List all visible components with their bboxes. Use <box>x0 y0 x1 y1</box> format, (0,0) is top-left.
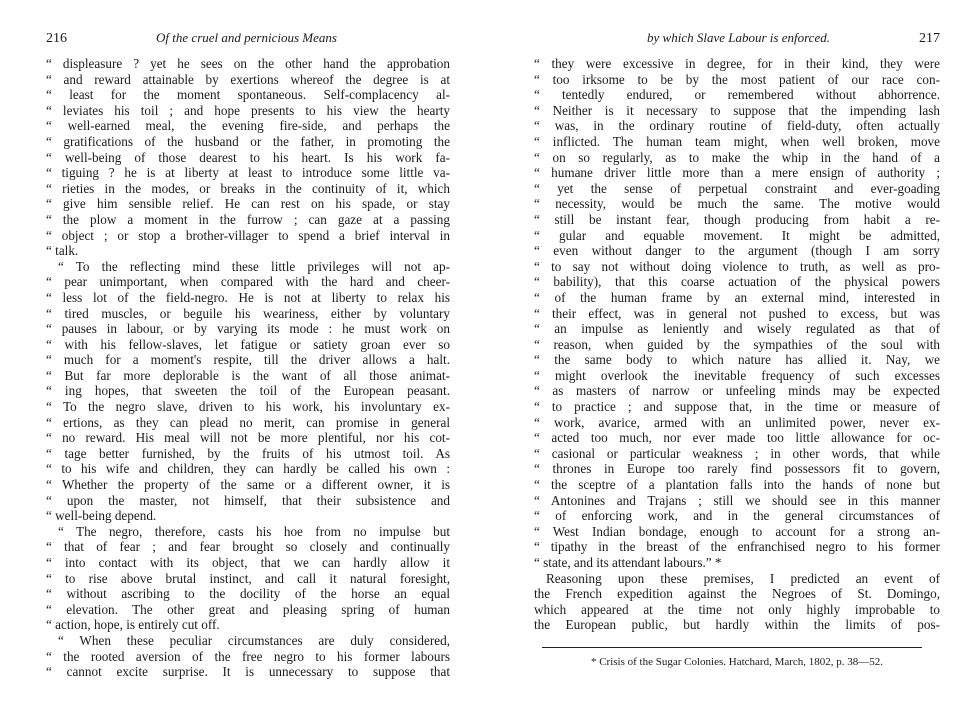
text-line: “ well-being depend. <box>46 508 157 524</box>
text-line: “ the same body to which nature has allied it. Nay, we <box>534 352 940 368</box>
text-line: “ inflicted. The human team might, when well broken, move <box>534 133 940 149</box>
text-line: “ But far more deplorable is the want of all those animat- <box>46 367 450 383</box>
text-line: “ too irksome to be by the most patient of our race con- <box>534 71 940 87</box>
text-line: “ thrones in Europe too rarely find possessors fit to govern, <box>534 461 940 477</box>
text-line: “ West Indian bondage, enough to account for a strong an- <box>534 523 940 539</box>
text-line: “ pauses in labour, or by varying its mode : he must work on <box>46 321 450 337</box>
text-line: “ to practice ; and suppose that, in the time or measure of <box>534 399 940 415</box>
text-line: “ Antonines and Trajans ; still we should see in this manner <box>534 492 940 508</box>
text-line: “ to say not without doing violence to truth, as well as pro- <box>534 258 940 274</box>
right-body-text <box>534 56 940 633</box>
text-line: “ yet the sense of perpetual constraint and ever-goading <box>534 180 940 196</box>
text-line: “ state, and its attendant labours.” * <box>534 555 722 570</box>
text-line: “ the plow a moment in the furrow ; can gaze at a passing <box>46 211 450 227</box>
footnote: * Crisis of the Sugar Colonies. Hatchard, March, 1802, p. 38—52. <box>590 655 884 668</box>
left-running-head <box>46 30 450 50</box>
text-line: “ tiguing ? he is at liberty at least to introduce some little va- <box>46 165 450 181</box>
text-line: “ even without danger to the argument (though I am sorry <box>534 243 940 259</box>
text-line: “ casional or particular weakness ; in other words, that while <box>534 445 940 461</box>
text-line: “ much for a moment's respite, till the driver allows a halt. <box>46 352 450 368</box>
text-line: “ that of fear ; and fear brought so closely and continually <box>46 539 450 555</box>
text-line: “ without ascribing to the docility of the horse an equal <box>46 586 450 602</box>
text-line: “ the rooted aversion of the free negro to his former labours <box>46 648 450 664</box>
text-line: “ work, avarice, armed with an unlimited power, never ex- <box>534 414 940 430</box>
text-line: “ ertions, as they can plead no merit, can promise in general <box>46 414 450 430</box>
text-line: “ well-being of those dearest to his heart. Is his work fa- <box>46 149 450 165</box>
footnote-rule <box>542 647 922 648</box>
text-line: “ bability), that this coarse actuation of the physical powers <box>534 274 940 290</box>
text-line: “ still be instant fear, though producing from habit a re- <box>534 211 940 227</box>
text-line: “ they were excessive in degree, for in their kind, they were <box>534 56 940 71</box>
left-body-text <box>46 56 450 680</box>
text-line: “ was, in the ordinary routine of field-duty, often actually <box>534 118 940 134</box>
text-line: “ might overlook the inevitable frequency of such excesses <box>534 367 940 383</box>
text-line: “ necessity, would be much the same. The motive would <box>534 196 940 212</box>
text-line: which appeared at the time not only highly improbable to <box>534 601 940 617</box>
text-line: Reasoning upon these premises, I predicted an event of <box>546 570 940 586</box>
right-page <box>490 0 980 718</box>
text-line: “ tentedly endured, or remembered without abhorrence. <box>534 87 940 103</box>
text-line: “ well-earned meal, the evening fire-side, and perhaps the <box>46 118 450 134</box>
text-line: “ with his fellow-slaves, let fatigue or satiety groan ever so <box>46 336 450 352</box>
text-line: “ ing hopes, that sweeten the toil of the European peasant. <box>46 383 450 399</box>
right-running-head <box>534 30 940 50</box>
text-line: “ Whether the property of the same or a different owner, it is <box>46 477 450 493</box>
text-line: “ give him sensible relief. He can rest on his spade, or stay <box>46 196 450 212</box>
text-line: “ into contact with its object, that we can hardly allow it <box>46 555 450 570</box>
left-running-title: Of the cruel and pernicious Means <box>156 30 337 45</box>
text-line: “ less lot of the field-negro. He is not at liberty to relax his <box>46 289 450 305</box>
text-line: “ as masters of narrow or unfeeling minds may be expected <box>534 383 940 399</box>
text-line: “ gular and equable movement. It might be admitted, <box>534 227 940 243</box>
text-line: “ and reward attainable by exertions whereof the degree is at <box>46 71 450 87</box>
text-line: “ acted too much, nor ever made too little allowance for oc- <box>534 430 940 446</box>
text-line: “ of the human frame by an external mind, interested in <box>534 289 940 305</box>
text-line: “ upon the master, not himself, that their subsistence and <box>46 492 450 508</box>
text-line: “ displeasure ? yet he sees on the other hand the approbation <box>46 56 450 71</box>
text-line: “ on so regularly, as to make the whip in the hand of a <box>534 149 940 165</box>
right-page-number: 217 <box>919 31 940 46</box>
text-line: “ their effect, was in general not pushed to excess, but was <box>534 305 940 321</box>
text-line: “ action, hope, is entirely cut off. <box>46 617 220 633</box>
text-line: “ To the reflecting mind these little privileges will not ap- <box>58 258 450 274</box>
text-line: “ leviates his toil ; and hope presents to his view the hearty <box>46 102 450 118</box>
text-line: “ gratifications of the husband or the father, in promoting the <box>46 133 450 149</box>
text-line: “ Neither is it necessary to suppose that the impending lash <box>534 102 940 118</box>
text-line: “ pear unimportant, when compared with the hard and cheer- <box>46 274 450 290</box>
text-line: “ to rise above brutal instinct, and call it natural foresight, <box>46 570 450 586</box>
left-page-number: 216 <box>46 31 67 46</box>
text-line: “ To the negro slave, driven to his work, his involuntary ex- <box>46 399 450 415</box>
text-line: “ least for the moment spontaneous. Self-complacency al- <box>46 87 450 103</box>
text-line: “ humane driver little more than a mere ensign of authority ; <box>534 165 940 181</box>
text-line: “ rieties in the modes, or breaks in the continuity of it, which <box>46 180 450 196</box>
right-running-title: by which Slave Labour is enforced. <box>647 30 830 45</box>
text-line: “ object ; or stop a brother-villager to spend a brief interval in <box>46 227 450 243</box>
text-line: “ no reward. His meal will not be more plentiful, nor his cot- <box>46 430 450 446</box>
text-line: “ of enforcing work, and in the general circumstances of <box>534 508 940 524</box>
text-line: “ to his wife and children, they can hardly be called his own : <box>46 461 450 477</box>
text-line: “ tipathy in the breast of the enfranchised negro to his former <box>534 539 940 555</box>
text-line: “ reason, when guided by the sympathies of the soul with <box>534 336 940 352</box>
text-line: the French expedition against the Negroes of St. Domingo, <box>534 586 940 602</box>
text-line: “ elevation. The other great and pleasing spring of human <box>46 601 450 617</box>
text-line: “ the sceptre of a plantation falls into the hands of none but <box>534 477 940 493</box>
text-line: the European public, but hardly within the limits of pos- <box>534 617 940 633</box>
text-line: “ When these peculiar circumstances are duly considered, <box>58 632 450 648</box>
text-line: “ The negro, therefore, casts his hoe from no impulse but <box>58 523 450 539</box>
text-line: “ tage better furnished, by the fruits of his utmost toil. As <box>46 445 450 461</box>
text-line: “ cannot excite surprise. It is unnecessary to suppose that <box>46 664 450 680</box>
text-line: “ tired muscles, or beguile his weariness, either by voluntary <box>46 305 450 321</box>
text-line: “ talk. <box>46 243 79 259</box>
text-line: “ an impulse as leniently and wisely regulated as that of <box>534 321 940 337</box>
